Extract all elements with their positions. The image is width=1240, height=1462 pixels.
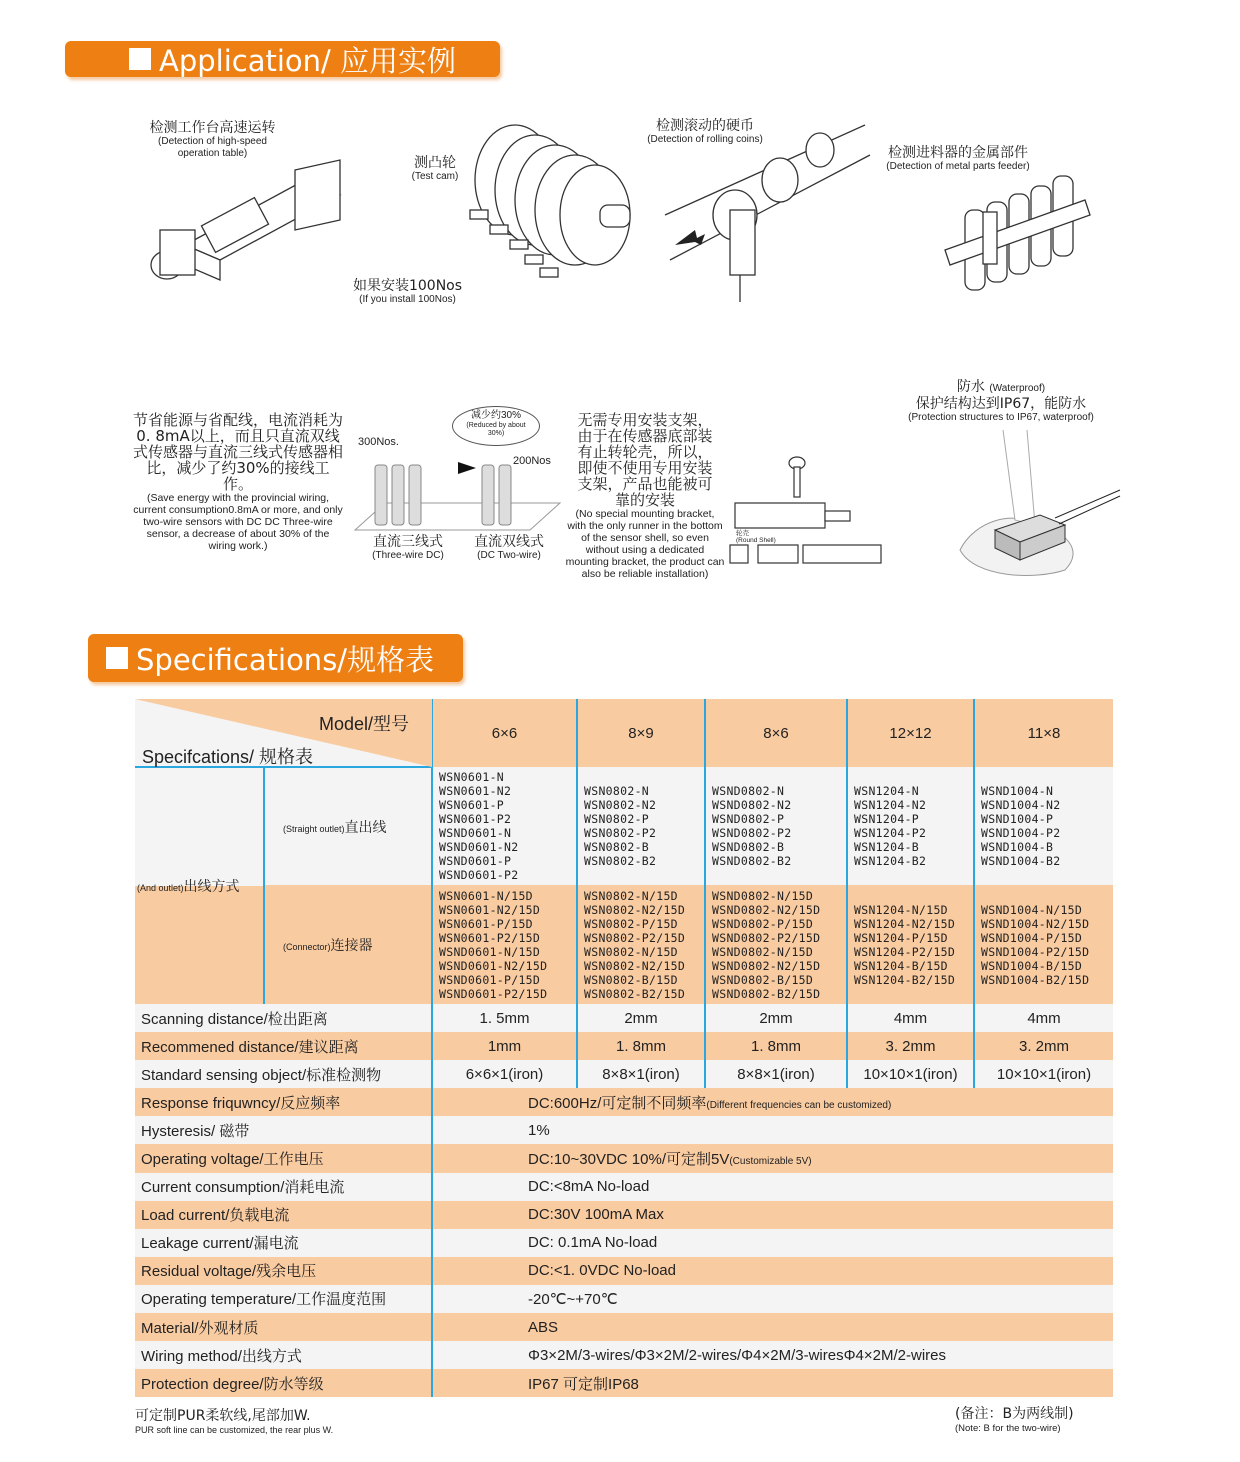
model-number: WSND1004-P (981, 812, 1054, 826)
model-number: WSN1204-N2 (854, 798, 927, 812)
straight-outlet-row (135, 767, 1113, 885)
caption-en: (Detection of high-speed operation table) (158, 136, 267, 159)
footnote-right-cn: (备注：B为两线制) (955, 1406, 1074, 1422)
cam-illustration (460, 120, 640, 290)
model-number: WSN0601-N2 (439, 784, 512, 798)
caption-cn: 检测滚动的硬币 (656, 118, 754, 134)
model-number: WSND0802-B/15D (712, 972, 814, 987)
model-number: WSND0802-B (712, 840, 785, 854)
round-shell-label (736, 530, 776, 544)
metal-feeder-illustration (945, 170, 1095, 300)
spec-row (135, 1285, 1113, 1313)
bracket-cn: 无需专用安装支架，由于在传感器底部装有止转轮壳，所以，即使不使用专用安装支架，产品也能被可靠的安装 (577, 411, 713, 509)
spec-value-cell (432, 1369, 1113, 1397)
spec-label: Protection degree/防水等级 (135, 1369, 432, 1397)
three-wire-en: (Three-wire DC) (372, 550, 444, 562)
model-number: WSND0802-N/15D (712, 888, 814, 903)
spec-row (135, 1004, 1113, 1032)
outlet-type-cell (135, 767, 264, 1004)
spec-value: DC:30V 100mA Max (528, 1206, 664, 1224)
model-number: WSN0802-P/15D (584, 916, 678, 931)
footnote-right (955, 1403, 1074, 1434)
model-number: WSN0802-P2/15D (584, 930, 686, 945)
straight-label-cell (264, 767, 432, 885)
spec-value: DC:<8mA No-load (528, 1178, 650, 1196)
model-list-cell (432, 767, 577, 885)
spec-value: DC:600Hz/可定制不同频率 (528, 1094, 707, 1112)
spec-note: (Customizable 5V) (729, 1156, 812, 1168)
model-number: WSND1004-P/15D (981, 930, 1083, 945)
model-number: WSN0802-N (584, 784, 650, 798)
spec-row (135, 1257, 1113, 1285)
bracket-en: (No special mounting bracket, with the only runner in the bottom of the sensor shell, so even without using a dedicated mounting bracket, the product can also be reliable installation) (565, 508, 725, 580)
model-header: 8×6 (705, 699, 847, 767)
model-number: WSND1004-B/15D (981, 958, 1083, 973)
caption-cn: 检测进料器的金属部件 (888, 145, 1028, 161)
caption-cn: 测凸轮 (414, 155, 456, 171)
model-number: WSN0802-B/15D (584, 972, 678, 987)
model-header: 6×6 (432, 699, 577, 767)
waterproof-title-cn: 防水 (956, 379, 985, 395)
spec-value: DC: 0.1mA No-load (528, 1234, 658, 1252)
square-bullet-icon (106, 647, 128, 669)
arrow-icon (458, 462, 476, 474)
spec-value-cell (432, 1144, 1113, 1172)
model-number: WSN0601-P2/15D (439, 930, 541, 945)
spec-label: Material/外观材质 (135, 1313, 432, 1341)
two-wire-cn: 直流双线式 (474, 534, 544, 550)
model-number: WSND0802-B2 (712, 854, 792, 868)
model-number: WSN0802-B2/15D (584, 986, 686, 1001)
spec-value: 1. 8mm (577, 1032, 705, 1060)
outlet-cn: 出线方式 (183, 878, 240, 894)
spec-label: Current consumption/消耗电流 (135, 1173, 432, 1201)
specifications-table (135, 699, 1113, 1397)
model-number: WSN0802-P2 (584, 826, 657, 840)
model-number: WSN1204-B2/15D (854, 972, 956, 987)
caption-en: (Test cam) (411, 171, 459, 183)
model-number: WSN0601-N2/15D (439, 902, 541, 917)
two-wire-en: (DC Two-wire) (477, 550, 541, 562)
caption-cn: 检测工作台高速运转 (149, 120, 276, 136)
model-number: WSND0802-P/15D (712, 916, 814, 931)
model-number: WSND0601-N2/15D (439, 958, 548, 973)
specifications-banner (88, 634, 463, 682)
spec-value: 2mm (577, 1004, 705, 1032)
spec-row (135, 1229, 1113, 1257)
straight-en: (Straight outlet) (283, 823, 345, 834)
model-number: WSN0601-P2 (439, 812, 512, 826)
app-item-operation-table (130, 120, 295, 159)
rolling-coins-illustration (665, 120, 870, 305)
spec-note: (Different frequencies can be customized) (706, 1099, 892, 1111)
app-item-metal-feeder (868, 145, 1048, 173)
spec-row (135, 1313, 1113, 1341)
square-bullet-icon (129, 48, 151, 70)
spec-value-cell (432, 1341, 1113, 1369)
model-number: WSN0802-N2/15D (584, 958, 686, 973)
count-three-wire: 300Nos. (358, 436, 399, 448)
outlet-en: (And outlet) (137, 883, 184, 893)
model-list-cell (705, 885, 847, 1004)
model-number: WSN0601-N/15D (439, 888, 533, 903)
model-list-cell (577, 767, 705, 885)
spec-value: 3. 2mm (847, 1032, 974, 1060)
spec-value: 4mm (974, 1004, 1113, 1032)
straight-cn: 直出线 (344, 818, 387, 835)
application-title: Application/ 应用实例 (159, 43, 457, 78)
footnote-right-en: (Note: B for the two-wire) (955, 1423, 1061, 1434)
model-number: WSN0601-P/15D (439, 916, 533, 931)
spec-value: Φ3×2M/3-wires/Φ3×2M/2-wires/Φ4×2M/3-wiresΦ4×2M/2-wires (528, 1346, 946, 1364)
spec-row (135, 1201, 1113, 1229)
model-list-cell (847, 885, 974, 1004)
model-list-cell (974, 767, 1113, 885)
caption-cn: 如果安装100Nos (352, 278, 463, 294)
spec-row (135, 1088, 1113, 1116)
model-number: WSND0802-B2/15D (712, 986, 821, 1001)
model-header: 8×9 (577, 699, 705, 767)
arrow-icon (675, 230, 705, 245)
caption-en: (If you install 100Nos) (359, 294, 456, 306)
spec-value: 1. 5mm (432, 1004, 577, 1032)
model-number: WSN0802-N2 (584, 798, 657, 812)
header-model-label: Model/型号 (318, 714, 409, 734)
model-number: WSND0802-N2/15D (712, 902, 821, 917)
model-number: WSND1004-B (981, 840, 1054, 854)
model-number: WSND0601-N (439, 826, 512, 840)
spec-value: 10×10×1(iron) (847, 1060, 974, 1088)
model-list-cell (705, 767, 847, 885)
model-number: WSND0802-N (712, 784, 785, 798)
spec-value: -20℃~+70℃ (528, 1290, 618, 1308)
shell-en: (Round Shell) (736, 537, 776, 544)
model-number: WSND1004-N/15D (981, 902, 1083, 917)
spec-value: DC:10~30VDC 10%/可定制5V (528, 1151, 730, 1169)
reduced-cn: 减少约30% (470, 410, 521, 421)
spec-label: Residual voltage/残余电压 (135, 1257, 432, 1285)
model-number: WSN1204-B/15D (854, 958, 948, 973)
spec-label: Operating temperature/工作温度范围 (135, 1285, 432, 1313)
model-number: WSN1204-P/15D (854, 930, 948, 945)
spec-label: Wiring method/出线方式 (135, 1341, 432, 1369)
spec-value: 6×6×1(iron) (432, 1060, 577, 1088)
footnote-left (135, 1405, 333, 1435)
model-number: WSND1004-N2 (981, 798, 1061, 812)
spec-label: Standard sensing object/标准检测物 (135, 1060, 432, 1088)
waterproof-description (885, 378, 1117, 424)
connector-row (135, 885, 1113, 1004)
spec-value: 8×8×1(iron) (577, 1060, 705, 1088)
spec-value: 10×10×1(iron) (974, 1060, 1113, 1088)
model-number: WSND1004-B2 (981, 854, 1061, 868)
spec-value: 4mm (847, 1004, 974, 1032)
spec-row (135, 1144, 1113, 1172)
model-number: WSND0802-P2 (712, 826, 792, 840)
spec-value-cell (432, 1257, 1113, 1285)
caption-en: (Detection of metal parts feeder) (886, 161, 1030, 173)
three-wire-label (362, 534, 454, 562)
spec-value: 8×8×1(iron) (705, 1060, 847, 1088)
two-wire-label (463, 534, 555, 562)
spec-label: Recommened distance/建议距离 (135, 1032, 432, 1060)
spec-label: Response friquwncy/反应频率 (135, 1088, 432, 1116)
model-number: WSND0601-P2/15D (439, 986, 548, 1001)
spec-value-cell (432, 1173, 1113, 1201)
model-number: WSND0601-N2 (439, 840, 519, 854)
connector-en: (Connector) (283, 941, 331, 952)
spec-value-cell (432, 1201, 1113, 1229)
waterproof-en: (Protection structures to IP67, waterproof) (908, 412, 1094, 424)
waterproof-title-en: (Waterproof) (989, 383, 1046, 394)
model-number: WSND0802-N2/15D (712, 958, 821, 973)
spec-row (135, 1369, 1113, 1397)
spec-value-cell (432, 1116, 1113, 1144)
model-number: WSN1204-P2/15D (854, 944, 956, 959)
spec-row (135, 1173, 1113, 1201)
model-number: WSN1204-P (854, 812, 920, 826)
model-number: WSND1004-P2 (981, 826, 1061, 840)
model-number: WSN0802-P (584, 812, 650, 826)
footnote-left-cn: 可定制PUR柔软线,尾部加W. (135, 1408, 311, 1424)
model-number: WSN1204-B (854, 840, 920, 854)
model-number: WSND0802-N2 (712, 798, 792, 812)
model-header: 11×8 (974, 699, 1113, 767)
model-number: WSN0802-N2/15D (584, 902, 686, 917)
model-number: WSND1004-P2/15D (981, 944, 1090, 959)
spec-label: Load current/负载电流 (135, 1201, 432, 1229)
model-number: WSND1004-N2/15D (981, 916, 1090, 931)
waterproof-illustration (955, 430, 1120, 580)
spec-label: Operating voltage/工作电压 (135, 1144, 432, 1172)
application-banner (65, 41, 500, 77)
model-number: WSN1204-P2 (854, 826, 927, 840)
spec-row (135, 1032, 1113, 1060)
energy-cn: 节省能源与省配线，电流消耗为0. 8mA以上，而且只直流双线式传感器与直流三线式传感器相比，减少了约30%的接线工作。 (133, 411, 344, 493)
model-number: WSN0601-N (439, 770, 505, 784)
model-number: WSND0802-P2/15D (712, 930, 821, 945)
spec-value-cell (432, 1229, 1113, 1257)
model-number: WSND0802-N/15D (712, 944, 814, 959)
table-header-row (135, 699, 1113, 767)
spec-value: ABS (528, 1318, 559, 1336)
spec-value-cell (432, 1285, 1113, 1313)
model-number: WSND0601-P2 (439, 868, 519, 882)
model-number: WSND1004-N (981, 784, 1054, 798)
spec-label: Hysteresis/ 磁带 (135, 1116, 432, 1144)
header-spec-label: Specifcations/ 规格表 (142, 747, 314, 767)
wiring-comparison-illustration (355, 455, 560, 535)
model-number: WSN0802-B2 (584, 854, 657, 868)
operation-table-illustration (145, 160, 345, 290)
connector-label-cell (264, 885, 432, 1004)
model-number: WSND0601-N/15D (439, 944, 541, 959)
energy-saving-description (133, 412, 343, 552)
spec-row (135, 1116, 1113, 1144)
spec-value: 1. 8mm (705, 1032, 847, 1060)
spec-value: 1mm (432, 1032, 577, 1060)
spec-row (135, 1060, 1113, 1088)
model-list-cell (432, 885, 577, 1004)
model-number: WSN1204-B2 (854, 854, 927, 868)
bracket-description (565, 412, 725, 580)
footnote-left-en: PUR soft line can be customized, the rear plus W. (135, 1425, 334, 1435)
three-wire-cn: 直流三线式 (373, 534, 443, 550)
spec-value: 3. 2mm (974, 1032, 1113, 1060)
waterproof-cn: 保护结构达到IP67，能防水 (915, 396, 1087, 413)
spec-value-cell (432, 1088, 1113, 1116)
reduced-en: (Reduced by about 30%) (466, 421, 526, 437)
model-number: WSN1204-N (854, 784, 920, 798)
model-number: WSN0802-B (584, 840, 650, 854)
model-number: WSN0601-P (439, 798, 505, 812)
energy-en: (Save energy with the provincial wiring, current consumption0.8mA or more, and only two-wire sensors with DC DC Three-wire sensor, a decrease of about 30% of the wiring work.) (133, 492, 343, 552)
spec-row (135, 1341, 1113, 1369)
model-number: WSND0802-P (712, 812, 785, 826)
model-number: WSN0802-N/15D (584, 944, 678, 959)
spec-value: 2mm (705, 1004, 847, 1032)
caption-en: (Detection of rolling coins) (647, 134, 763, 146)
spec-value: DC:<1. 0VDC No-load (528, 1262, 676, 1280)
spec-value-cell (432, 1313, 1113, 1341)
count-two-wire: 200Nos (513, 455, 551, 467)
model-number: WSN0802-N/15D (584, 888, 678, 903)
model-header: 12×12 (847, 699, 974, 767)
shell-cn: 轮壳 (736, 530, 749, 537)
spec-value: IP67 可定制IP68 (528, 1375, 639, 1393)
spec-value: 1% (528, 1121, 550, 1139)
model-number: WSN1204-N/15D (854, 902, 948, 917)
model-number: WSND0601-P (439, 854, 512, 868)
spec-label: Leakage current/漏电流 (135, 1229, 432, 1257)
spec-label: Scanning distance/检出距离 (135, 1004, 432, 1032)
model-list-cell (847, 767, 974, 885)
connector-cn: 连接器 (330, 936, 373, 953)
header-corner-cell (135, 699, 432, 767)
reduced-bubble (452, 406, 540, 446)
specifications-title: Specifications/规格表 (136, 642, 435, 677)
mounting-illustration (730, 455, 885, 565)
app-item-install-100 (335, 278, 480, 306)
model-list-cell (974, 885, 1113, 1004)
model-number: WSND1004-B2/15D (981, 972, 1090, 987)
model-number: WSN1204-N2/15D (854, 916, 956, 931)
model-number: WSND0601-P/15D (439, 972, 541, 987)
model-list-cell (577, 885, 705, 1004)
